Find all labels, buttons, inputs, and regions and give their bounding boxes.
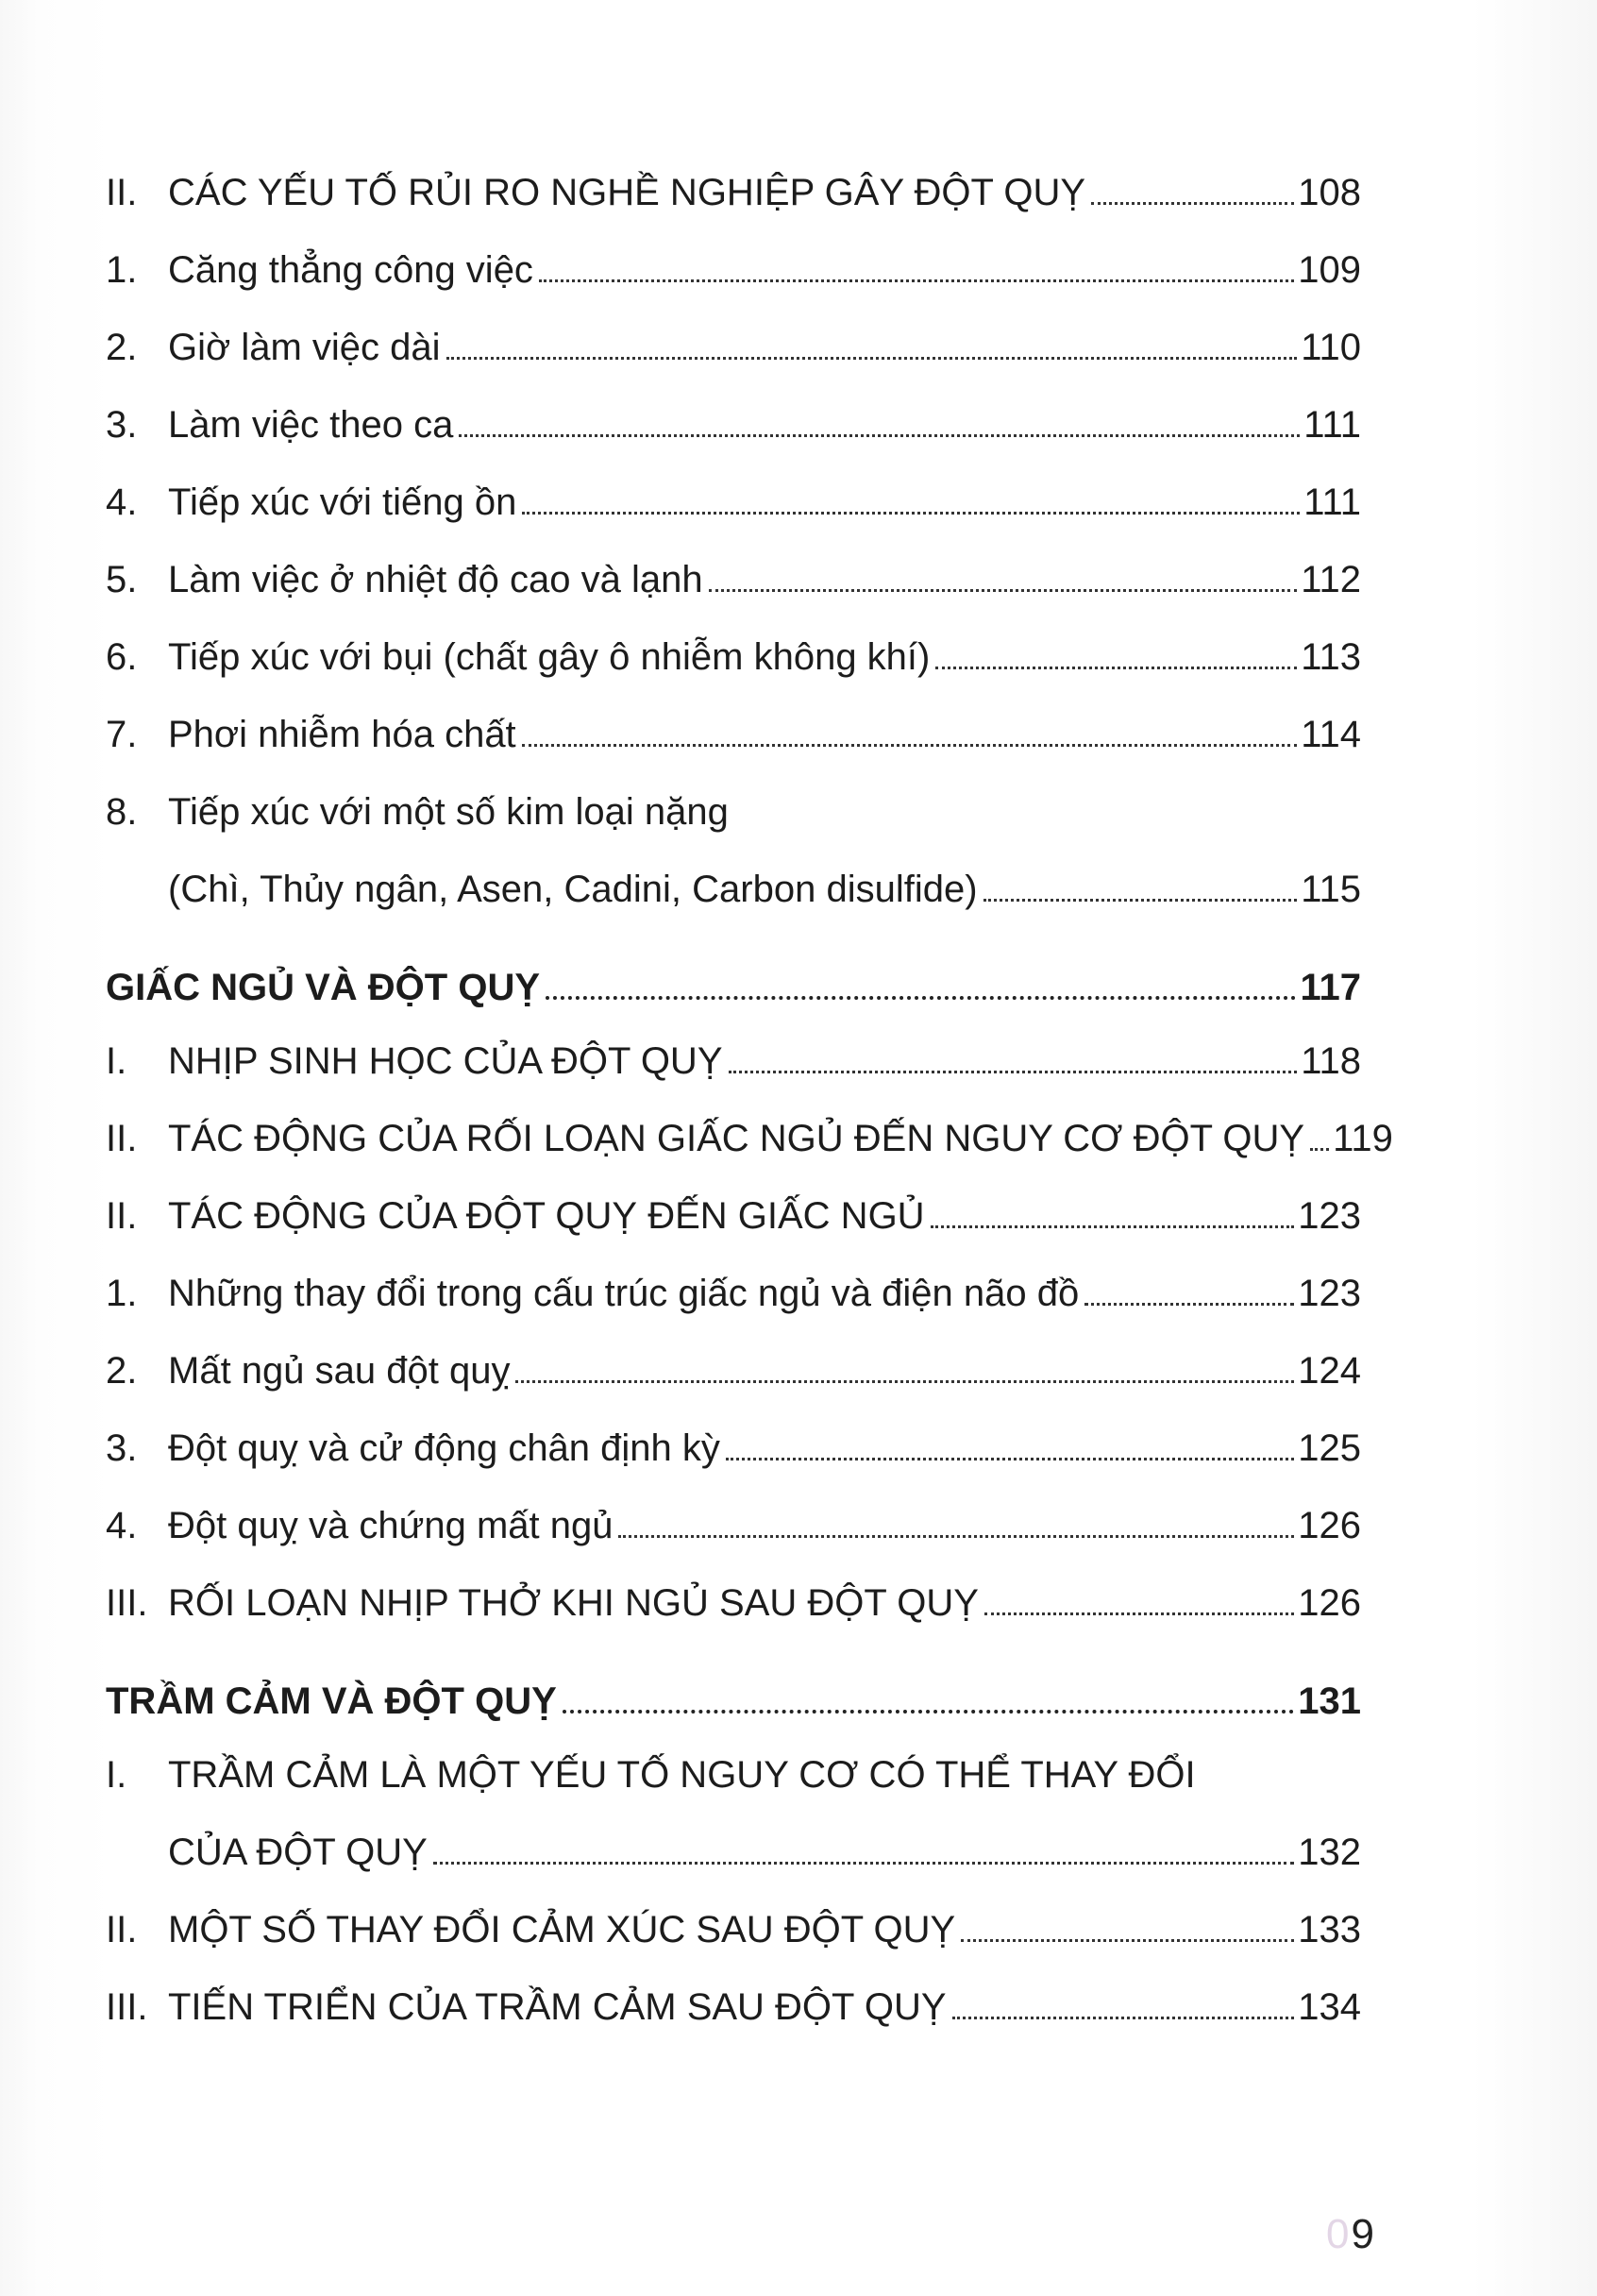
dot-leader xyxy=(961,1939,1294,1942)
dot-leader xyxy=(539,279,1294,282)
toc-entry-title: TRẦM CẢM VÀ ĐỘT QUỴ xyxy=(106,1680,557,1722)
toc-entry-title: GIẤC NGỦ VÀ ĐỘT QUỴ xyxy=(106,967,541,1008)
toc-entry-page: 132 xyxy=(1298,1832,1361,1873)
toc-entry-title: Tiếp xúc với một số kim loại nặng xyxy=(168,791,729,833)
dot-leader xyxy=(459,434,1300,437)
toc-entry-title: CÁC YẾU TỐ RỦI RO NGHỀ NGHIỆP GÂY ĐỘT QUỴ xyxy=(168,172,1086,213)
toc-entry xyxy=(106,616,1361,693)
dot-leader xyxy=(709,589,1298,592)
toc-entry-page: 112 xyxy=(1301,559,1361,600)
toc-entry xyxy=(106,770,1361,848)
toc-entry-number: 5. xyxy=(106,559,138,600)
toc-entry-number: 4. xyxy=(106,1505,138,1546)
toc-entry xyxy=(106,848,1361,925)
toc-section-heading xyxy=(106,925,1361,1020)
toc-entry xyxy=(106,1888,1361,1966)
dot-leader xyxy=(433,1862,1294,1865)
toc-entry-page: 119 xyxy=(1333,1118,1393,1159)
toc-entry-number: 2. xyxy=(106,1350,138,1392)
toc-entry-title: Làm việc theo ca xyxy=(168,404,454,446)
toc-entry-page: 115 xyxy=(1301,869,1361,910)
toc-entry-number: 8. xyxy=(106,791,138,833)
toc-entry xyxy=(106,1811,1361,1888)
toc-entry-number: II. xyxy=(106,1909,138,1950)
dot-leader xyxy=(726,1458,1294,1460)
toc-entry xyxy=(106,1562,1361,1639)
dot-leader xyxy=(1091,202,1294,205)
toc-entry-number: 3. xyxy=(106,404,138,446)
toc-entry-title: TIẾN TRIỂN CỦA TRẦM CẢM SAU ĐỘT QUỴ xyxy=(168,1986,947,2028)
toc-entry-page: 123 xyxy=(1298,1273,1361,1314)
toc-entry-title: RỐI LOẠN NHỊP THỞ KHI NGỦ SAU ĐỘT QUỴ xyxy=(168,1582,979,1624)
toc-entry-title: Những thay đổi trong cấu trúc giấc ngủ và điện não đồ xyxy=(168,1273,1080,1314)
toc-entry-page: 133 xyxy=(1298,1909,1361,1950)
toc-entry xyxy=(106,228,1361,306)
toc-entry-title: NHỊP SINH HỌC CỦA ĐỘT QUỴ xyxy=(168,1040,723,1082)
toc-entry-page: 125 xyxy=(1298,1427,1361,1469)
toc-entry-page: 126 xyxy=(1298,1505,1361,1546)
bleed-through-mark: 0 xyxy=(1326,2211,1350,2257)
dot-leader xyxy=(515,1380,1294,1383)
toc-entry xyxy=(106,1174,1361,1252)
toc-entry-title: TÁC ĐỘNG CỦA ĐỘT QUỴ ĐẾN GIẤC NGỦ xyxy=(168,1195,925,1237)
toc-entry xyxy=(106,461,1361,538)
toc-entry-number: II. xyxy=(106,1118,138,1159)
toc-entry-title: Tiếp xúc với tiếng ồn xyxy=(168,481,517,523)
toc-entry-number: III. xyxy=(106,1582,148,1624)
dot-leader xyxy=(563,1710,1294,1714)
toc-entry xyxy=(106,306,1361,383)
toc-entry-page: 134 xyxy=(1298,1986,1361,2028)
toc-entry-title: (Chì, Thủy ngân, Asen, Cadini, Carbon disulfide) xyxy=(168,869,978,910)
toc-entry-number: 3. xyxy=(106,1427,138,1469)
toc-entry-number: 1. xyxy=(106,249,138,291)
toc-section-heading xyxy=(106,1639,1361,1733)
toc-entry-number: III. xyxy=(106,1986,148,2028)
toc-entry-page: 113 xyxy=(1301,636,1361,678)
toc-entry-number: II. xyxy=(106,1195,138,1237)
toc-entry xyxy=(106,1329,1361,1407)
dot-leader xyxy=(984,1612,1294,1615)
toc-entry-page: 131 xyxy=(1298,1680,1361,1722)
dot-leader xyxy=(522,512,1300,515)
toc-entry xyxy=(106,151,1361,228)
toc-entry-number: I. xyxy=(106,1754,127,1796)
dot-leader xyxy=(546,996,1296,1000)
toc-entry-title: Đột quỵ và cử động chân định kỳ xyxy=(168,1427,720,1469)
dot-leader xyxy=(952,2017,1295,2019)
toc-entry-number: 6. xyxy=(106,636,138,678)
table-of-contents xyxy=(106,151,1393,2043)
toc-entry-page: 126 xyxy=(1298,1582,1361,1624)
toc-entry-page: 110 xyxy=(1301,327,1361,368)
toc-entry-title: Đột quỵ và chứng mất ngủ xyxy=(168,1505,614,1546)
toc-entry xyxy=(106,693,1361,770)
dot-leader xyxy=(1084,1303,1294,1306)
toc-entry-page: 124 xyxy=(1298,1350,1361,1392)
toc-entry-title: Mất ngủ sau đột quỵ xyxy=(168,1350,511,1392)
dot-leader xyxy=(1310,1148,1329,1151)
dot-leader xyxy=(729,1071,1298,1073)
page-number: 09 xyxy=(1326,2211,1374,2257)
toc-entry-title: Giờ làm việc dài xyxy=(168,327,441,368)
toc-entry-page: 111 xyxy=(1303,481,1361,523)
toc-entry-title: Phơi nhiễm hóa chất xyxy=(168,714,516,755)
toc-entry xyxy=(106,1484,1361,1562)
toc-entry-title: CỦA ĐỘT QUỴ xyxy=(168,1832,428,1873)
toc-entry-page: 123 xyxy=(1298,1195,1361,1237)
toc-entry-number: 4. xyxy=(106,481,138,523)
dot-leader xyxy=(983,899,1298,902)
toc-entry-title: Làm việc ở nhiệt độ cao và lạnh xyxy=(168,559,703,600)
toc-entry-page: 108 xyxy=(1298,172,1361,213)
dot-leader xyxy=(935,667,1297,669)
toc-entry-title: TRẦM CẢM LÀ MỘT YẾU TỐ NGUY CƠ CÓ THỂ THAY ĐỔI xyxy=(168,1754,1196,1796)
toc-entry-number: 1. xyxy=(106,1273,138,1314)
toc-entry-page: 118 xyxy=(1301,1040,1361,1082)
toc-entry-title: MỘT SỐ THAY ĐỔI CẢM XÚC SAU ĐỘT QUỴ xyxy=(168,1909,956,1950)
dot-leader xyxy=(446,357,1298,360)
toc-entry xyxy=(106,1733,1361,1811)
toc-entry-page: 109 xyxy=(1298,249,1361,291)
toc-entry xyxy=(106,1097,1393,1174)
toc-entry-number: 2. xyxy=(106,327,138,368)
toc-entry xyxy=(106,1020,1361,1097)
toc-entry xyxy=(106,538,1361,616)
toc-entry-title: Căng thẳng công việc xyxy=(168,249,533,291)
toc-entry xyxy=(106,1407,1361,1484)
toc-entry xyxy=(106,383,1361,461)
toc-entry-title: TÁC ĐỘNG CỦA RỐI LOẠN GIẤC NGỦ ĐẾN NGUY CƠ ĐỘT QUỴ xyxy=(168,1118,1305,1159)
toc-entry-title: Tiếp xúc với bụi (chất gây ô nhiễm không khí) xyxy=(168,636,931,678)
toc-entry-number: II. xyxy=(106,172,138,213)
toc-entry-number: I. xyxy=(106,1040,127,1082)
dot-leader xyxy=(618,1535,1294,1538)
toc-entry-page: 114 xyxy=(1301,714,1361,755)
dot-leader xyxy=(522,744,1298,747)
toc-entry-page: 117 xyxy=(1300,967,1361,1008)
toc-entry-number: 7. xyxy=(106,714,138,755)
toc-entry xyxy=(106,1252,1361,1329)
dot-leader xyxy=(931,1225,1295,1228)
toc-entry xyxy=(106,1966,1361,2043)
toc-entry-page: 111 xyxy=(1303,404,1361,446)
